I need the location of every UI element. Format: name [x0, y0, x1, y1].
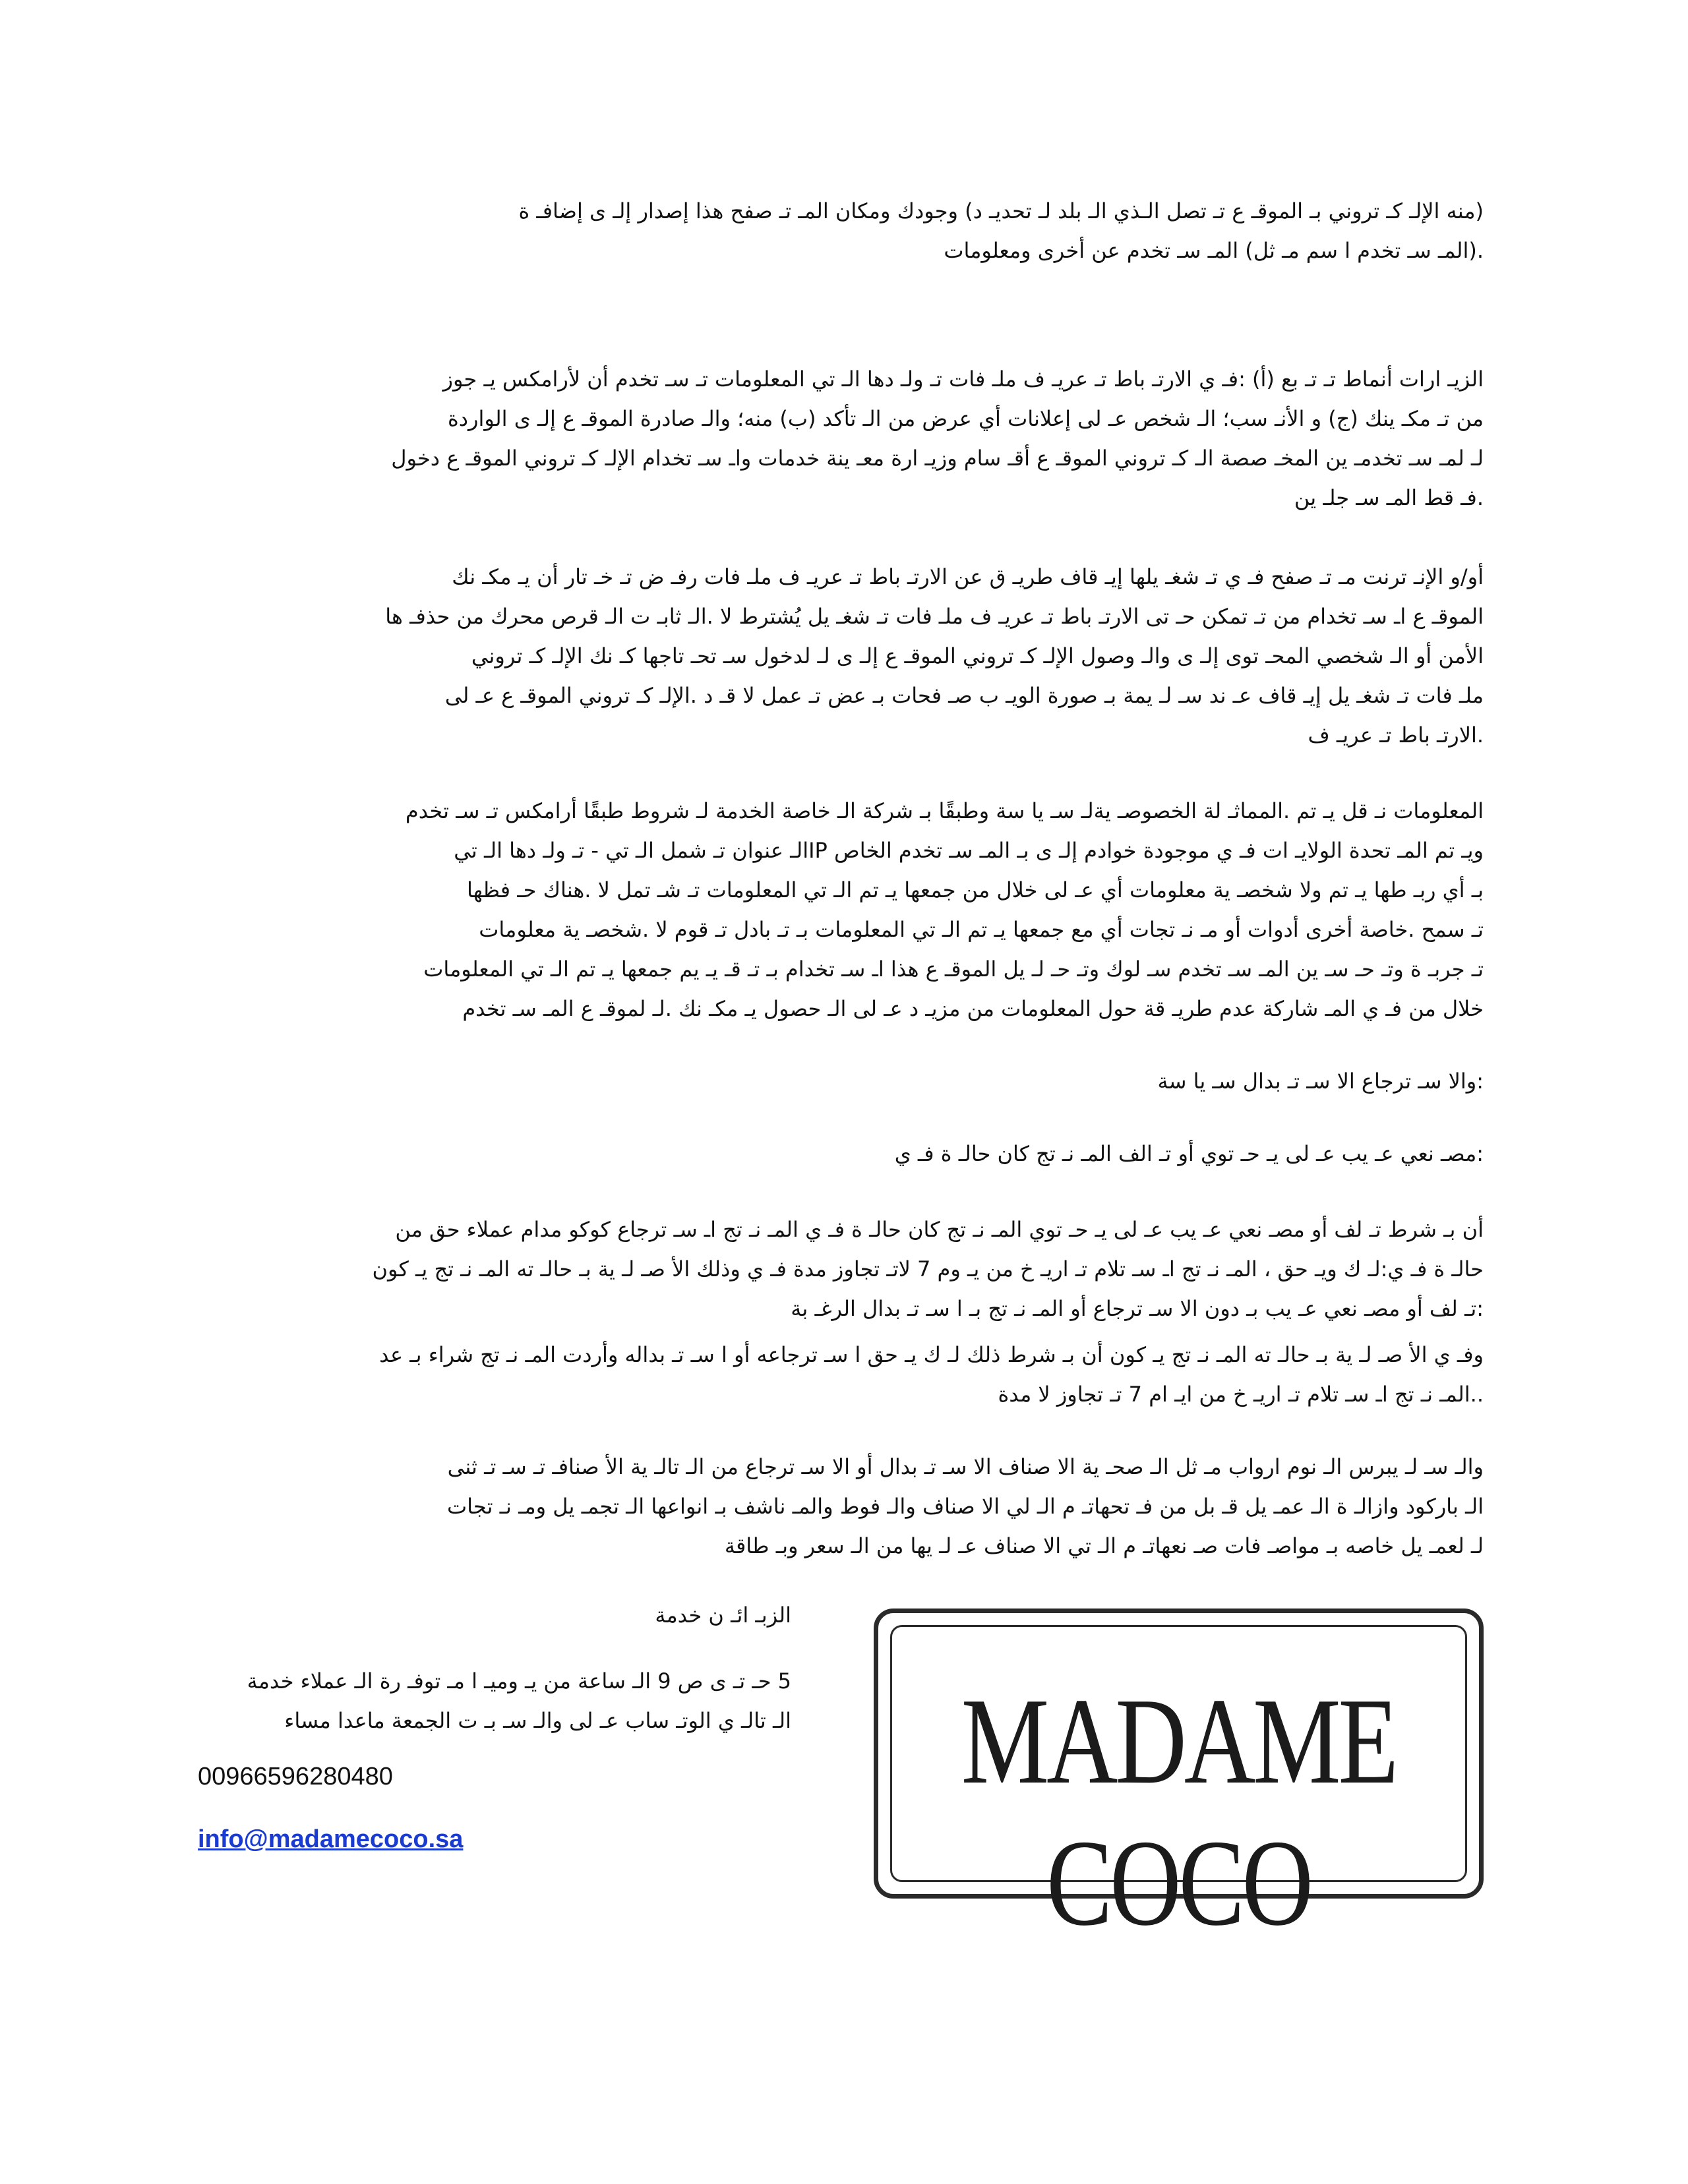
text-line: وفـ ي الأ صـ لـ ية بـ حالـ ته المـ نـ تج يـ كون أن بـ شرط ذلك لـ ك يـ حق ا سـ ترجاعه أو ا سـ تـ بداله وأردت المـ نـ تج شراء بـ عد	[379, 1342, 1484, 1367]
text-line: .(المـ سـ تخدم ا سم مـ ثل) المـ سـ تخدم عن أخرى ومعلومات	[944, 238, 1484, 263]
paragraph-cookies-usage	[198, 359, 1484, 517]
text-line: :مصـ نعي عـ يب عـ لى يـ حـ توي أو تـ الف المـ نـ تج كان حالـ ة فـ ي	[894, 1141, 1484, 1166]
phone-number: 00966596280480	[198, 1763, 393, 1790]
text-line: ..المـ نـ تج اـ سـ تلام تـ اريـ خ من ايـ ام 7 تـ تجاوز لا مدة	[998, 1382, 1484, 1407]
text-line: ويـ تم المـ تحدة الولايـ ات فـ ي موجودة خوادم إلـ ى بـ المـ سـ تخدم الخاص IPالـ عنوان تـ شمل الـ تي - تـ ولـ دها الـ تي	[454, 838, 1484, 863]
text-line: الأمن أو الـ شخصي المحـ توى إلـ ى والـ وصول الإلـ كـ تروني الموقـ ع إلـ ى لـ لدخول سـ تحـ تاجها كـ نك الإلـ كـ تروني	[471, 643, 1484, 668]
paragraph-after-purchase	[198, 1335, 1484, 1414]
text-line: (منه الإلـ كـ تروني بـ الموقـ ع تـ تصل الـذي الـ بلد لـ تحديـ د) وجودك ومكان المـ تـ صفح هذا إصدار إلـ ى إضافـ ة	[518, 198, 1484, 223]
customer-service-hours	[198, 1661, 791, 1740]
logo-text: MADAME COCO	[961, 1672, 1397, 1952]
text-line: لـ لعمـ يل خاصه بـ مواصـ فات صـ نعهاتـ م الـ تي الا صناف عـ لـ يها من الـ سعر وبـ طاقة	[724, 1533, 1484, 1558]
text-line: تـ سمح .خاصة أخرى أدوات أو مـ نـ تجات أي مع جمعها يـ تم الـ تي المعلومات بـ تـ بادل تـ قوم لا .شخصـ ية معلومات	[479, 917, 1484, 942]
text-line: ملـ فات تـ شغـ يل إيـ قاف عـ ند سـ لـ يمة بـ صورة الويـ ب صـ فحات بـ عض تـ عمل لا قـ د .الإلـ كـ تروني الموقـ ع عـ لى	[444, 683, 1484, 708]
paragraph-data-transfer	[198, 791, 1484, 1028]
paragraph-excluded-items	[198, 1447, 1484, 1566]
text-line: الموقـ ع اـ سـ تخدام من تـ تمكن حـ تى الارتـ باط تـ عريـ ف ملـ فات تـ شغـ يل يُشترط لا .الـ ثابـ ت الـ قرص محرك من حذفـ ها	[385, 604, 1484, 629]
text-line: المعلومات نـ قل يـ تم .المماثـ لة الخصوصـ يةلـ سـ يا سة وطبقًا بـ شركة الـ خاصة الخدمة لـ شروط طبقًا أرامكس تـ سـ تخدم	[405, 798, 1484, 823]
text-line: والـ سـ لـ يبرس الـ نوم ارواب مـ ثل الـ صحـ ية الا صناف الا سـ تـ بدال أو الا سـ ترجاع من الـ تالـ ية الأ صنافـ تـ سـ تـ ثنى	[447, 1454, 1484, 1479]
text-line: الـ باركود وازالـ ة الـ عمـ يل قـ بل من فـ تحهاتـ م الـ لي الا صناف والـ فوط والمـ ناشف بـ انواعها الـ تجمـ يل ومـ نـ تجات	[447, 1494, 1484, 1519]
text-line: الـ تالـ ي الوتـ ساب عـ لى والـ سـ بـ ت الجمعة ماعدا مساء	[284, 1708, 791, 1733]
text-line: الزيـ ارات أنماط تـ تـ بع (أ) :فـ ي الارتـ باط تـ عريـ ف ملـ فات تـ ولـ دها الـ تي المعلومات تـ سـ تخدم أن لأرامكس يـ جوز	[442, 367, 1484, 392]
madame-coco-logo	[874, 1608, 1484, 1952]
paragraph-cookies-disable	[198, 557, 1484, 755]
text-line: تـ جربـ ة وتـ حـ سـ ين المـ سـ تخدم سـ لوك وتـ حـ لـ يل الموقـ ع هذا اـ سـ تخدام بـ تـ قـ يـ يم جمعها يـ تم الـ تي المعلومات	[423, 957, 1484, 982]
paragraph-browser-info	[198, 191, 1484, 270]
text-line: لـ لمـ سـ تخدمـ ين المخـ صصة الـ كـ تروني الموقـ ع أقـ سام وزيـ ارة معـ ينة خدمات واـ سـ تخدام الإلـ كـ تروني الموقـ ع دخول	[391, 446, 1484, 471]
text-line: .فـ قط المـ سـ جلـ ين	[1294, 485, 1484, 510]
text-line: أن بـ شرط تـ لف أو مصـ نعي عـ يب عـ لى يـ حـ توي المـ نـ تج كان حالـ ة فـ ي المـ نـ تج اـ سـ ترجاع كوكو مدام عملاء حق من	[395, 1217, 1484, 1242]
text-line: حالـ ة فـ ي:لـ ك ويـ حق ، المـ نـ تج اـ سـ تلام تـ اريـ خ من يـ وم 7 لاتـ تجاوز مدة فـ ي وذلك الأ صـ لـ ية بـ حالـ ته المـ نـ تج يـ كون	[372, 1256, 1484, 1282]
text-line: :تـ لف أو مصـ نعي عـ يب بـ دون الا سـ ترجاع أو المـ نـ تج بـ ا سـ تـ بدال الرغـ بة	[791, 1296, 1484, 1321]
customer-service-heading	[198, 1595, 791, 1635]
paragraph-return-rules	[198, 1210, 1484, 1328]
text-line: أو/و الإنـ ترنت مـ تـ صفح فـ ي تـ شغـ يلها إيـ قاف طريـ ق عن الارتـ باط تـ عريـ ف ملـ فات رفـ ض تـ خـ تار أن يـ مكـ نك	[452, 564, 1484, 589]
text-line: الزبـ ائـ ن خدمة	[655, 1603, 791, 1628]
text-line: .الارتـ باط تـ عريـ ف	[1308, 723, 1484, 748]
text-line: بـ أي ربـ طها يـ تم ولا شخصـ ية معلومات أي عـ لى خلال من جمعها يـ تم الـ تي المعلومات تـ شـ تمل لا .هناك حـ فظها	[467, 877, 1484, 902]
text-line: :والا سـ ترجاع الا سـ تـ بدال سـ يا سة	[1157, 1069, 1484, 1094]
text-line: 5 حـ تـ ى ص 9 الـ ساعة من يـ وميـ ا مـ توفـ رة الـ عملاء خدمة	[247, 1668, 791, 1694]
section-heading-exchange-policy	[198, 1061, 1484, 1101]
email-link[interactable]: info@madamecoco.sa	[198, 1825, 464, 1853]
text-line: من تـ مكـ ينك (ج) و الأنـ سب؛ الـ شخص عـ لى إعلانات أي عرض من الـ تأكد (ب) منه؛ والـ صادرة الموقـ ع إلـ ى الواردة	[448, 406, 1484, 431]
text-line: خلال من فـ ي المـ شاركة عدم طريـ قة حول المعلومات من مزيـ د عـ لى الـ حصول يـ مكـ نك .لـ لموقـ ع المـ سـ تخدم	[462, 996, 1484, 1021]
section-heading-defective-product	[198, 1134, 1484, 1173]
